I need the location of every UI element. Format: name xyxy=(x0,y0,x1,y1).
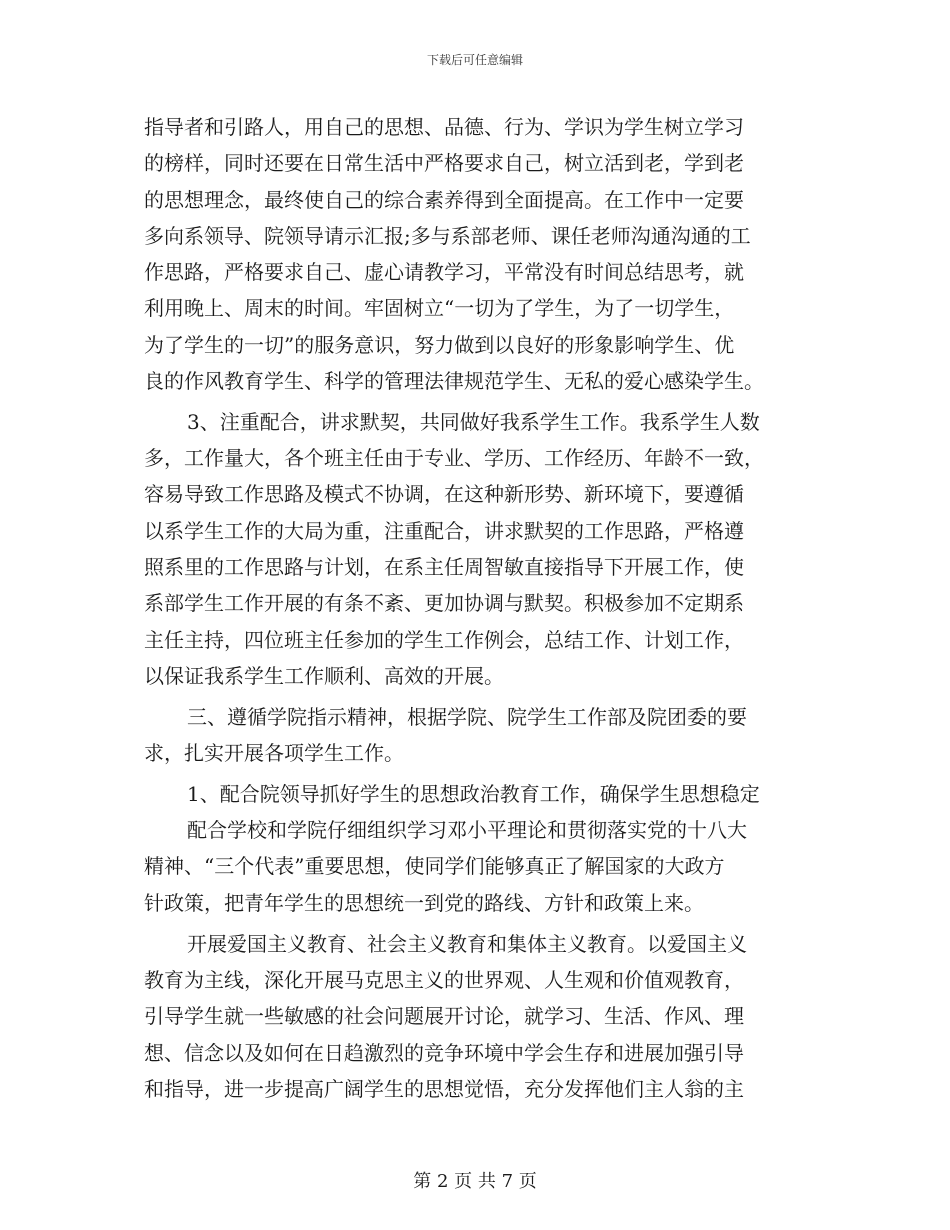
text-line: 引导学生就一些敏感的社会问题展开讨论，就学习、生活、作风、理 xyxy=(144,1004,744,1028)
page-header-note: 下载后可任意编辑 xyxy=(426,53,523,67)
text-line: 主任主持，四位班主任参加的学生工作例会，总结工作、计划工作， xyxy=(144,628,744,652)
text-line: 开展爱国主义教育、社会主义教育和集体主义教育。以爱国主义 xyxy=(187,932,747,956)
text-line: 以系学生工作的大局为重，注重配合，讲求默契的工作思路，严格遵 xyxy=(144,519,744,543)
text-line: 的思想理念，最终使自己的综合素养得到全面提高。在工作中一定要 xyxy=(144,188,744,212)
text-line: 三、遵循学院指示精神，根据学院、院学生工作部及院团委的要 xyxy=(187,705,747,729)
text-line: 1、配合院领导抓好学生的思想政治教育工作，确保学生思想稳定 xyxy=(187,782,760,806)
text-line: 配合学校和学院仔细组织学习邓小平理论和贯彻落实党的十八大 xyxy=(187,818,747,842)
text-line: 良的作风教育学生、科学的管理法律规范学生、无私的爱心感染学生。 xyxy=(144,369,764,393)
text-line: 多向系领导、院领导请示汇报;多与系部老师、课任老师沟通沟通的工 xyxy=(144,224,751,248)
text-line: 多，工作量大，各个班主任由于专业、学历、工作经历、年龄不一致， xyxy=(144,446,764,470)
text-line: 作思路，严格要求自己、虚心请教学习，平常没有时间总结思考，就 xyxy=(144,260,744,284)
text-line: 照系里的工作思路与计划，在系主任周智敏直接指导下开展工作，使 xyxy=(144,555,744,579)
text-line: 想、信念以及如何在日趋激烈的竞争环境中学会生存和进展加强引导 xyxy=(144,1041,744,1065)
text-line: 以保证我系学生工作顺利、高效的开展。 xyxy=(144,664,504,688)
text-line: 精神、“三个代表”重要思想，使同学们能够真正了解国家的大政方 xyxy=(144,854,725,878)
text-line: 系部学生工作开展的有条不紊、更加协调与默契。积极参加不定期系 xyxy=(144,591,744,615)
text-line: 容易导致工作思路及模式不协调，在这种新形势、新环境下，要遵循 xyxy=(144,482,744,506)
text-line: 为了学生的一切”的服务意识，努力做到以良好的形象影响学生、优 xyxy=(144,333,735,357)
text-line: 求，扎实开展各项学生工作。 xyxy=(144,741,404,765)
text-line: 指导者和引路人，用自己的思想、品德、行为、学识为学生树立学习 xyxy=(144,115,744,139)
text-line: 利用晚上、周末的时间。牢固树立“一切为了学生，为了一切学生， xyxy=(144,296,735,320)
page-number-footer: 第 2 页 共 7 页 xyxy=(413,1171,537,1192)
text-line: 教育为主线，深化开展马克思主义的世界观、人生观和价值观教育， xyxy=(144,968,744,992)
text-line: 针政策，把青年学生的思想统一到党的路线、方针和政策上来。 xyxy=(144,891,704,915)
text-line: 的榜样，同时还要在日常生活中严格要求自己，树立活到老，学到老 xyxy=(144,151,744,175)
text-line: 和指导，进一步提高广阔学生的思想觉悟，充分发挥他们主人翁的主 xyxy=(144,1077,744,1101)
text-line: 3、注重配合，讲求默契，共同做好我系学生工作。我系学生人数 xyxy=(187,410,760,434)
